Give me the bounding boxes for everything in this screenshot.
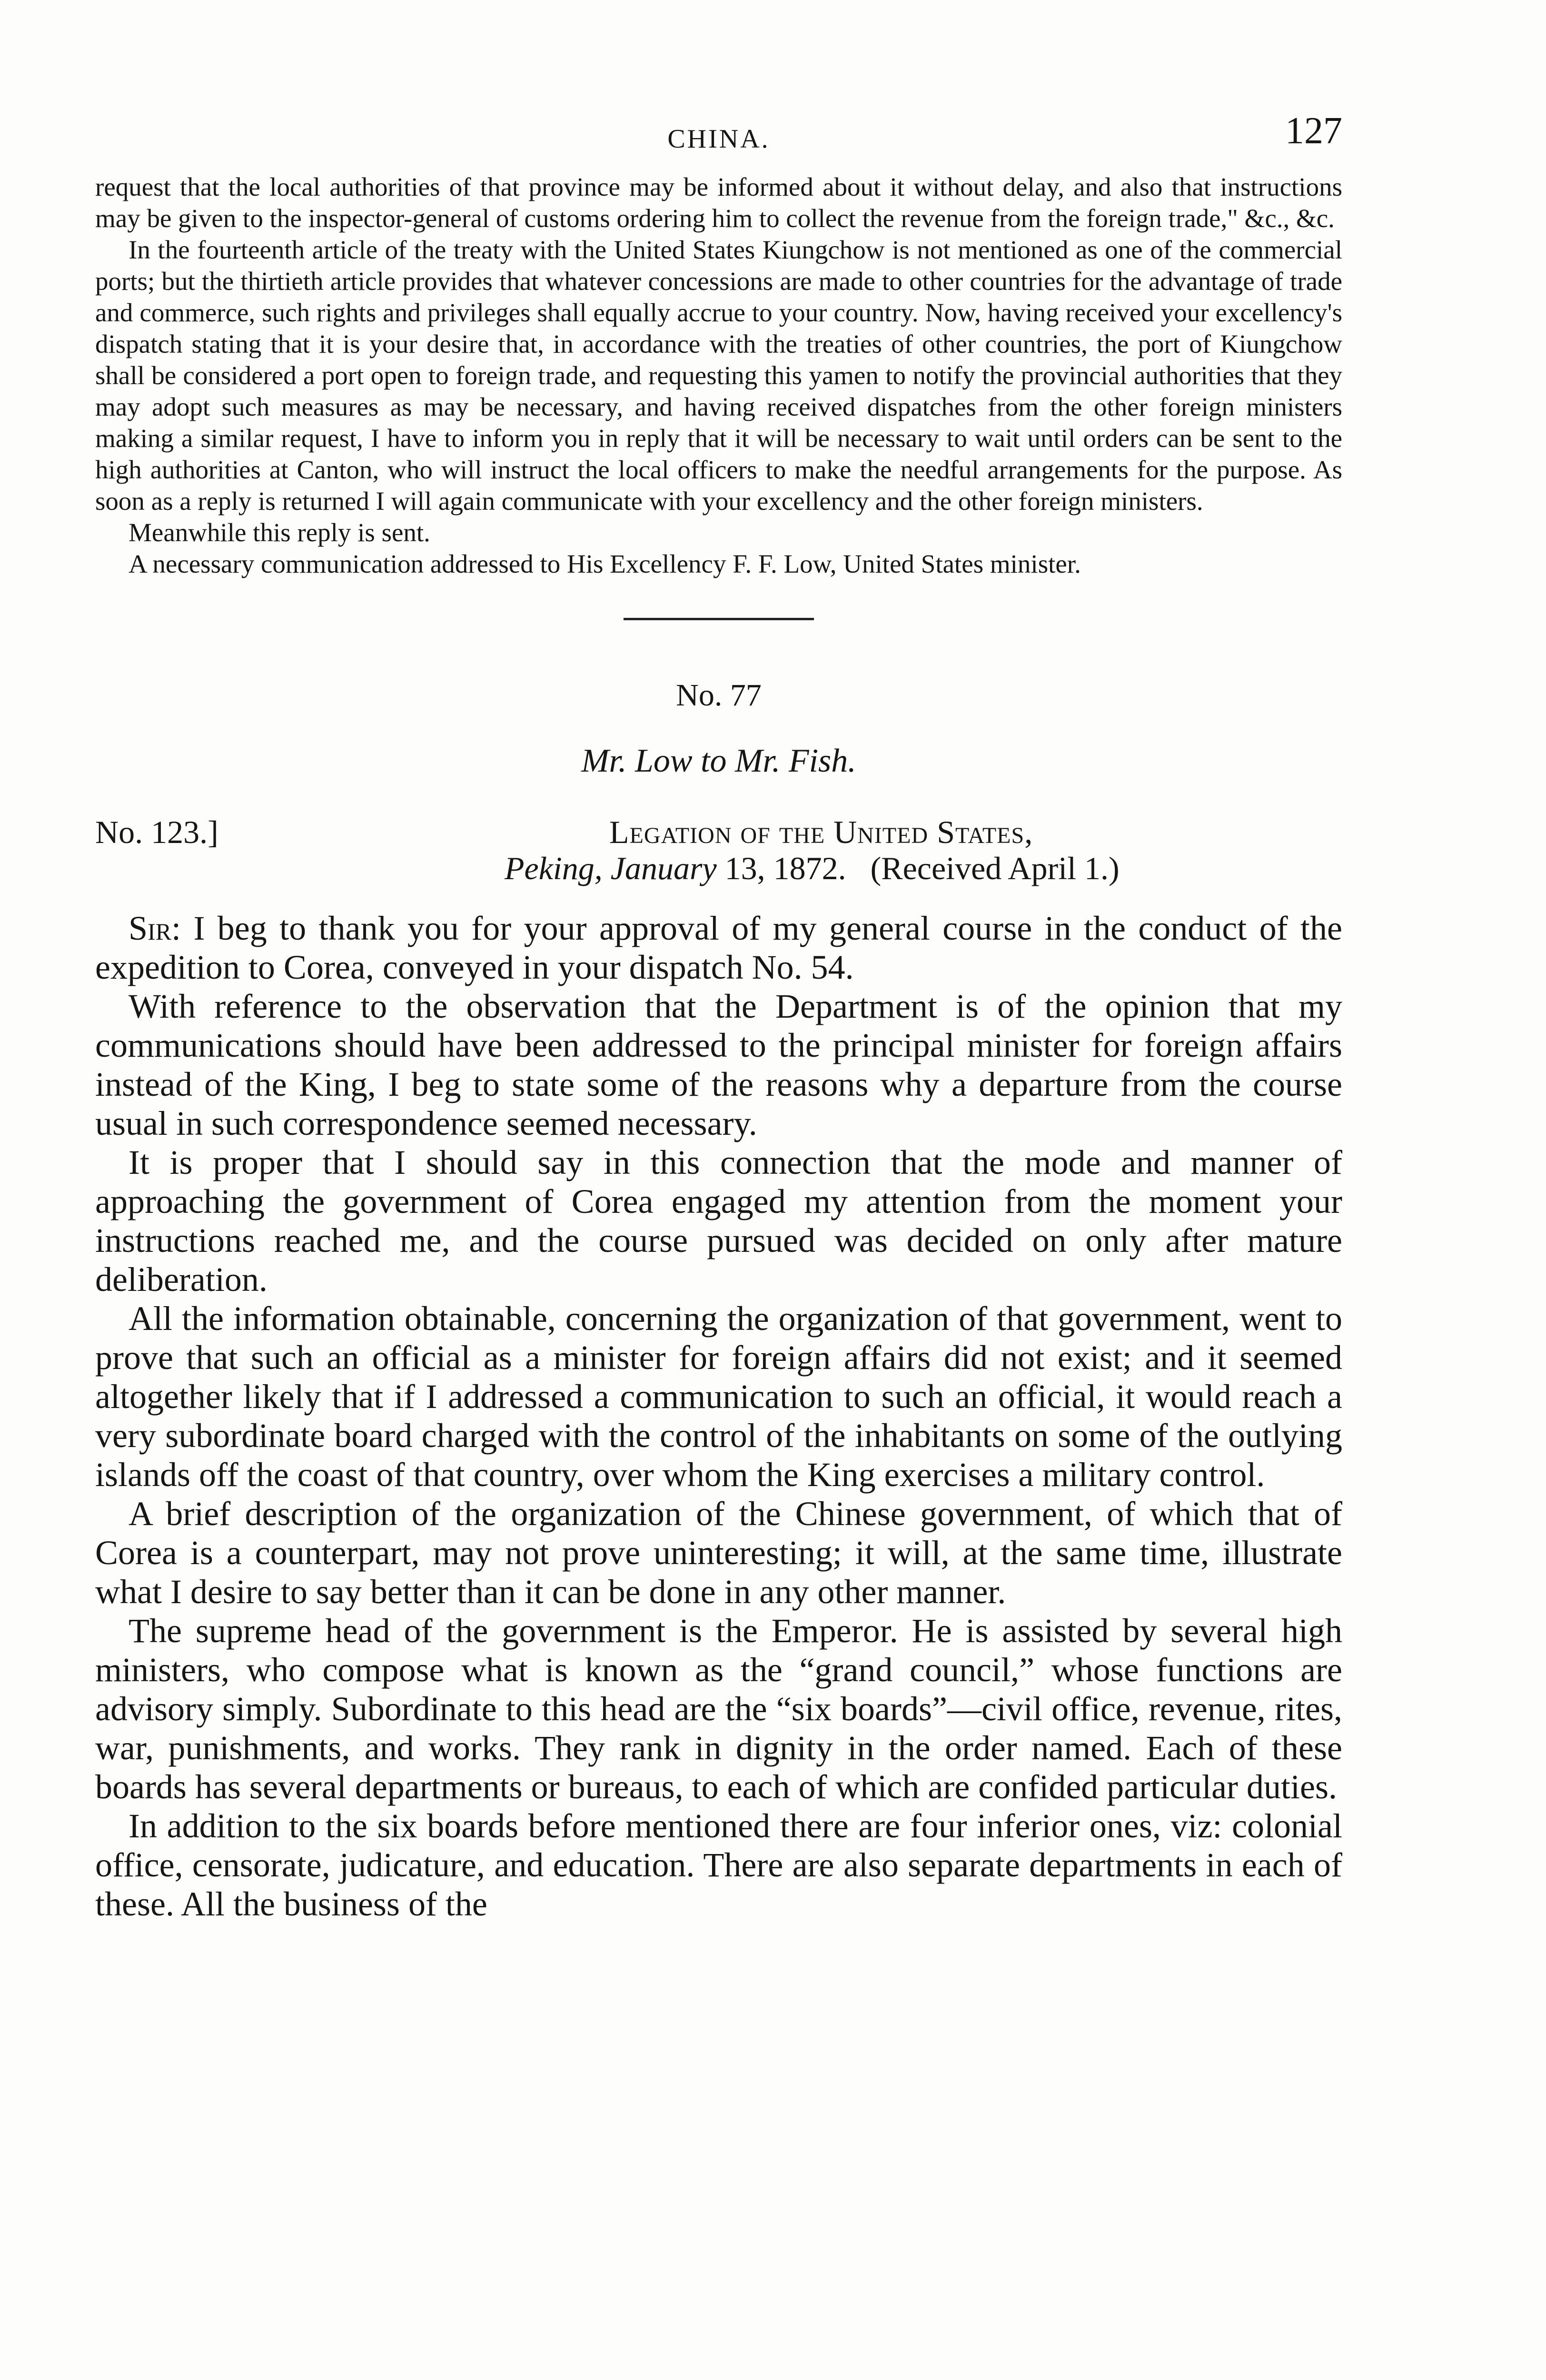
paragraph: A brief description of the organization of the Chinese government, of which that of Corea is a counterpart, may not prove uninteresting; it will, at the same time, illustrate what I desire to say better than it can be done in any other manner. <box>95 1495 1342 1611</box>
section-divider <box>624 618 814 620</box>
letter-body <box>95 909 1342 1924</box>
paragraph: In addition to the six boards before mentioned there are four inferior ones, viz: colonial office, censorate, judicature, and education. There are also separate departments in each of these. All the business of the <box>95 1807 1342 1923</box>
running-title: CHINA. <box>667 124 770 154</box>
dispatch-number: No. 123.] <box>95 814 218 850</box>
legation-heading: Legation of the United States, <box>609 814 1033 850</box>
paragraph: With reference to the observation that the Department is of the opinion that my communications should have been addressed to the principal minister for foreign affairs instead of the King, I beg to state some of the reasons why a departure from the course usual in such correspondence seemed necessary. <box>95 987 1342 1142</box>
dateline <box>95 813 1342 890</box>
paragraph: In the fourteenth article of the treaty with the United States Kiungchow is not mentioned as one of the commercial ports; but the thirtieth article provides that whatever concessions are made to other countries for the advantage of trade and commerce, such rights and privileges shall equally accrue to your country. Now, having received your excellency's dispatch stating that it is your desire that, in accordance with the treaties of other countries, the port of Kiungchow shall be considered a port open to foreign trade, and requesting this yamen to notify the provincial authorities that they may adopt such measures as may be necessary, and having received dispatches from the other foreign ministers making a similar request, I have to inform you in reply that it will be necessary to wait until orders can be sent to the high authorities at Canton, who will instruct the local officers to make the needful arrangements for the purpose. As soon as a reply is returned I will again communicate with your excellency and the other foreign ministers. <box>95 235 1342 516</box>
page-number: 127 <box>1285 110 1342 152</box>
paragraph: Meanwhile this reply is sent. <box>129 518 430 547</box>
place: Peking, January <box>505 850 717 886</box>
document-subtitle: Mr. Low to Mr. Fish. <box>581 743 856 779</box>
previous-letter-text <box>95 171 1342 580</box>
paragraph: All the information obtainable, concerning the organization of that government, went to prove that such an official as a minister for foreign affairs did not exist; and it seemed altogether likely that if I addressed a communication to such an official, it would reach a very subordinate board charged with the control of the inhabitants on some of the outlying islands off the coast of that country, over whom the King exercises a military control. <box>95 1299 1342 1494</box>
page-header <box>95 90 1342 171</box>
document-page <box>95 90 1342 2380</box>
salutation: Sir: <box>129 909 181 947</box>
paragraph: request that the local authorities of that province may be informed about it without delay, and also that instructions may be given to the inspector-general of customs ordering him to collect the revenue from the foreign trade," &c., &c. <box>95 172 1342 233</box>
paragraph: A necessary communication addressed to His Excellency F. F. Low, United States minister. <box>129 549 1081 578</box>
date: 13, 1872. <box>716 850 846 886</box>
received-note: (Received April 1.) <box>870 850 1120 886</box>
place-date <box>505 850 1120 887</box>
paragraph: It is proper that I should say in this connection that the mode and manner of approaching the government of Corea engaged my attention from the moment your instructions reached me, and the course pursued was decided on only after mature deliberation. <box>95 1143 1342 1299</box>
paragraph: The supreme head of the government is the Emperor. He is assisted by several high ministers, who compose what is known as the “grand council,” whose functions are advisory simply. Subordinate to this head are the “six boards”—civil office, revenue, rites, war, punishments, and works. They rank in dignity in the order named. Each of these boards has several departments or bureaus, to each of which are confided particular duties. <box>95 1612 1342 1806</box>
paragraph <box>95 909 1342 987</box>
paragraph-text: I beg to thank you for your approval of my general course in the conduct of the expedition to Corea, conveyed in your dispatch No. 54. <box>95 909 1342 986</box>
document-number: No. 77 <box>676 678 762 713</box>
